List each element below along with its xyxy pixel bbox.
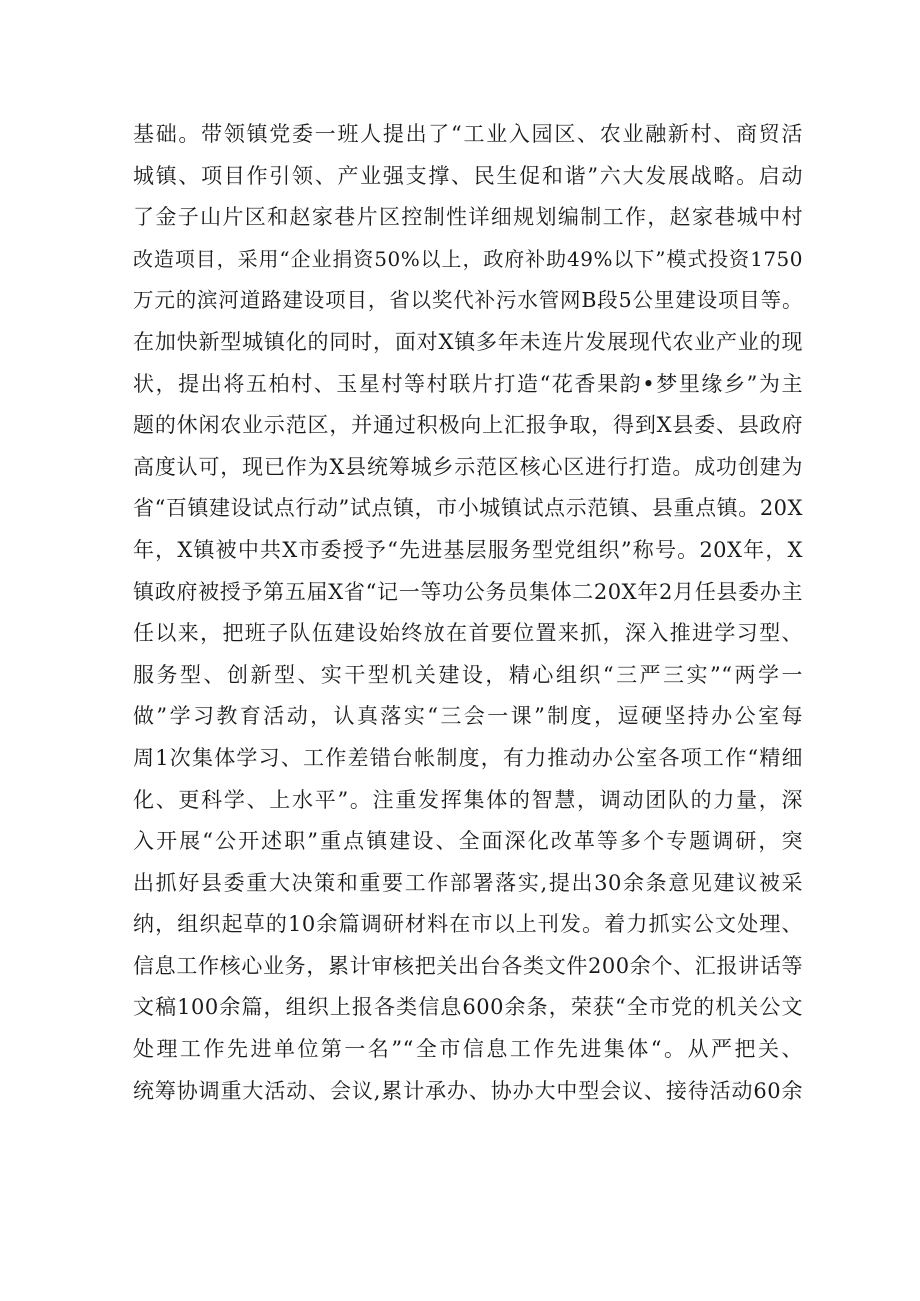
text-line: 改造项目，采用“企业捐资50%以上，政府补助49%以下”模式投资1750	[133, 246, 803, 271]
text-line: 题的休闲农业示范区，并通过积极向上汇报争取，得到X县委、县政府	[133, 413, 803, 438]
text-line: 周1次集体学习、工作差错台帐制度，有力推动办公室各项工作“精细	[133, 745, 803, 770]
text-line: 状，提出将五柏村、玉星村等村联片打造“花香果韵•梦里缘乡”为主	[133, 371, 803, 396]
text-line: 信息工作核心业务，累计审核把关出台各类文件200余个、汇报讲话等	[133, 953, 803, 978]
body-text	[133, 114, 803, 1112]
text-line: 做”学习教育活动，认真落实“三会一课”制度，逗硬坚持办公室每	[133, 704, 803, 729]
text-line: 入开展“公开述职”重点镇建设、全面深化改革等多个专题调研，突	[133, 829, 803, 854]
text-line: 镇政府被授予第五届X省“记一等功公务员集体二20X年2月任县委办主	[133, 579, 803, 604]
text-line: 在加快新型城镇化的同时，面对X镇多年未连片发展现代农业产业的现	[133, 329, 803, 354]
text-line: 万元的滨河道路建设项目，省以奖代补污水管网B段5公里建设项目等。	[133, 288, 803, 313]
text-line: 年，X镇被中共X市委授予“先进基层服务型党组织”称号。20X年，X	[133, 537, 803, 562]
text-line: 出抓好县委重大决策和重要工作部署落实,提出30余条意见建议被采	[133, 870, 803, 895]
text-line: 化、更科学、上水平”。注重发挥集体的智慧，调动团队的力量，深	[133, 787, 803, 812]
text-line: 高度认可，现已作为X县统筹城乡示范区核心区进行打造。成功创建为	[133, 454, 803, 479]
text-line: 文稿100余篇，组织上报各类信息600余条，荣获“全市党的机关公文	[133, 995, 803, 1020]
text-line: 了金子山片区和赵家巷片区控制性详细规划编制工作，赵家巷城中村	[133, 205, 803, 230]
text-line: 统筹协调重大活动、会议,累计承办、协办大中型会议、接待活动60余	[133, 1078, 803, 1103]
text-line: 服务型、创新型、实干型机关建设，精心组织“三严三实”“两学一	[133, 662, 803, 687]
text-line: 基础。带领镇党委一班人提出了“工业入园区、农业融新村、商贸活	[133, 122, 803, 146]
text-line: 纳，组织起草的10余篇调研材料在市以上刊发。着力抓实公文处理、	[133, 912, 803, 937]
text-line: 城镇、项目作引领、产业强支撑、民生促和谐”六大发展战略。启动	[133, 163, 803, 188]
text-line: 任以来，把班子队伍建设始终放在首要位置来抓，深入推进学习型、	[133, 621, 803, 646]
text-line: 省“百镇建设试点行动”试点镇，市小城镇试点示范镇、县重点镇。20X	[133, 496, 803, 521]
text-line: 处理工作先进单位第一名”“全市信息工作先进集体“。从严把关、	[133, 1037, 803, 1062]
